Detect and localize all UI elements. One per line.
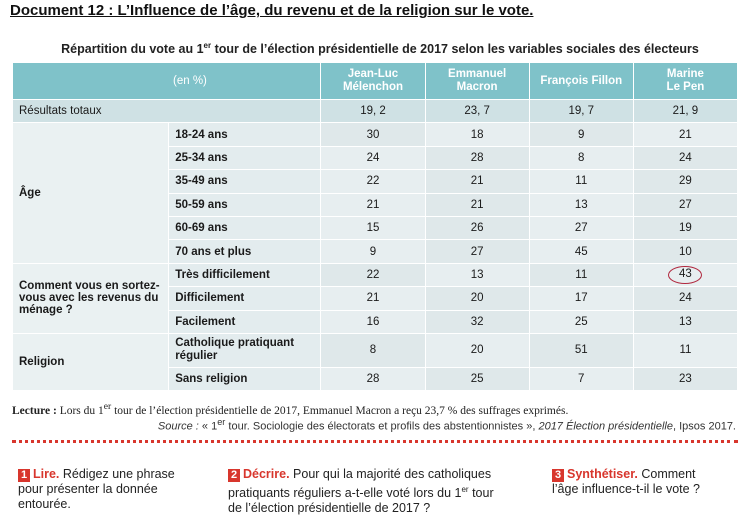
cell: 29 xyxy=(633,170,737,193)
cell: 28 xyxy=(425,146,529,169)
vote-table xyxy=(12,62,738,391)
cell: 15 xyxy=(321,216,425,239)
cell: 19, 2 xyxy=(321,100,425,123)
cell: 17 xyxy=(529,287,633,310)
cell: 13 xyxy=(529,193,633,216)
cell: 19, 7 xyxy=(529,100,633,123)
cell: 8 xyxy=(321,333,425,367)
cell: 23, 7 xyxy=(425,100,529,123)
cell: 19 xyxy=(633,216,737,239)
cell: 25 xyxy=(425,367,529,390)
table-header-row xyxy=(13,63,738,100)
cell: 24 xyxy=(321,146,425,169)
lecture-note: Lecture : Lors du 1er tour de l’élection présidentielle de 2017, Emmanuel Macron a reçu 23,7 % des suffrages exprimés. xyxy=(12,401,569,417)
cell-circled xyxy=(633,263,737,286)
cell: 21 xyxy=(425,193,529,216)
circled-value: 43 xyxy=(668,266,702,284)
task-1: 1 Lire. Rédigez une phrase pour présenter la donnée entourée. xyxy=(18,467,175,511)
cell: 9 xyxy=(321,240,425,263)
cell: 28 xyxy=(321,367,425,390)
cell: 11 xyxy=(633,333,737,367)
cell: 8 xyxy=(529,146,633,169)
cell: 22 xyxy=(321,170,425,193)
document-title: Document 12 : L’Influence de l’âge, du revenu et de la religion sur le vote. xyxy=(10,2,534,19)
table-row xyxy=(13,263,738,286)
group-label-religion: Religion xyxy=(13,333,169,390)
cell: 10 xyxy=(633,240,737,263)
cell: 21 xyxy=(321,287,425,310)
row-label: 18-24 ans xyxy=(169,123,321,146)
cell: 23 xyxy=(633,367,737,390)
table-title: Répartition du vote au 1er tour de l’élection présidentielle de 2017 selon les variables sociales des électeurs xyxy=(61,41,699,57)
dotted-divider xyxy=(12,440,738,443)
cell: 21 xyxy=(425,170,529,193)
cell: 13 xyxy=(633,310,737,333)
cell: 25 xyxy=(529,310,633,333)
cell: 24 xyxy=(633,146,737,169)
cell: 21 xyxy=(633,123,737,146)
cell: 18 xyxy=(425,123,529,146)
table-row-total xyxy=(13,100,738,123)
cell: 20 xyxy=(425,333,529,367)
row-label: 50-59 ans xyxy=(169,193,321,216)
task-number: 2 xyxy=(228,469,240,482)
cell: 13 xyxy=(425,263,529,286)
unit-header: (en %) xyxy=(13,63,321,100)
cell: 7 xyxy=(529,367,633,390)
row-label: Difficilement xyxy=(169,287,321,310)
candidate-header-melenchon: Jean-Luc Mélenchon xyxy=(321,63,425,100)
row-label: 70 ans et plus xyxy=(169,240,321,263)
cell: 30 xyxy=(321,123,425,146)
cell: 21, 9 xyxy=(633,100,737,123)
row-label: Très difficilement xyxy=(169,263,321,286)
task-3: 3 Synthétiser. Comment l’âge influence-t-il le vote ? xyxy=(552,467,700,496)
cell: 11 xyxy=(529,170,633,193)
group-label-age: Âge xyxy=(13,123,169,263)
cell: 32 xyxy=(425,310,529,333)
cell: 24 xyxy=(633,287,737,310)
candidate-header-le-pen: Marine Le Pen xyxy=(633,63,737,100)
candidate-header-fillon: François Fillon xyxy=(529,63,633,100)
cell: 45 xyxy=(529,240,633,263)
cell: 21 xyxy=(321,193,425,216)
cell: 16 xyxy=(321,310,425,333)
cell: 26 xyxy=(425,216,529,239)
task-2: 2 Décrire. Pour qui la majorité des catholiques pratiquants réguliers a-t-elle voté lors du 1er tour de l’élection présidentielle de 2017 ? xyxy=(228,467,494,516)
cell: 22 xyxy=(321,263,425,286)
cell: 27 xyxy=(529,216,633,239)
cell: 51 xyxy=(529,333,633,367)
row-label: 35-49 ans xyxy=(169,170,321,193)
row-label: 60-69 ans xyxy=(169,216,321,239)
table-row xyxy=(13,123,738,146)
cell: 27 xyxy=(425,240,529,263)
group-label-revenus: Comment vous en sortez-vous avec les revenus du ménage ? xyxy=(13,263,169,333)
row-label: 25-34 ans xyxy=(169,146,321,169)
row-label: Catholique pratiquant régulier xyxy=(169,333,321,367)
task-number: 1 xyxy=(18,469,30,482)
cell: 9 xyxy=(529,123,633,146)
task-number: 3 xyxy=(552,469,564,482)
row-label: Sans religion xyxy=(169,367,321,390)
row-label: Facilement xyxy=(169,310,321,333)
cell: 27 xyxy=(633,193,737,216)
cell: 11 xyxy=(529,263,633,286)
candidate-header-macron: Emmanuel Macron xyxy=(425,63,529,100)
row-label: Résultats totaux xyxy=(13,100,321,123)
table-row xyxy=(13,333,738,367)
cell: 20 xyxy=(425,287,529,310)
source-note: Source : « 1er tour. Sociologie des électorats et profils des abstentionnistes », 2017 Élection présidentielle, Ipsos 2017. xyxy=(157,417,736,433)
